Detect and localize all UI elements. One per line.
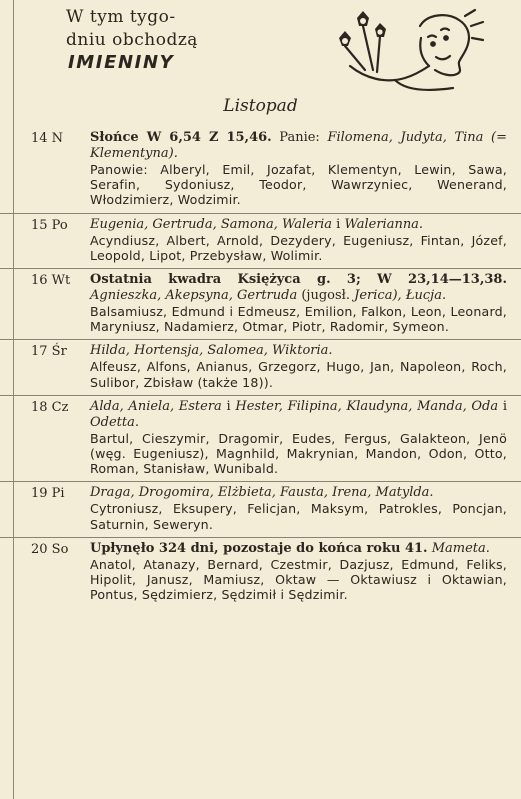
female-names: Agnieszka, Akepsyna, Gertruda — [90, 288, 298, 304]
male-names: Acyndiusz, Albert, Arnold, Dezydery, Eugeniusz, Fintan, Józef, Leopold, Lipot, Przebysław, Wolimir. — [90, 232, 507, 263]
conjunction: i — [336, 216, 341, 232]
header-title-line-1: W tym tygo- — [66, 7, 176, 27]
day-entry-18 — [0, 395, 521, 482]
month-heading: Listopad — [223, 96, 298, 116]
day-entry-16 — [0, 268, 521, 339]
conjunction: i — [226, 398, 231, 414]
female-names: Mameta. — [431, 540, 490, 556]
day-entry-17 — [0, 339, 521, 394]
day-header-line — [90, 343, 507, 359]
female-names: Draga, Drogomira, Elżbieta, Fausta, Irena, Matylda. — [90, 485, 434, 501]
male-names: Anatol, Atanazy, Bernard, Czestmir, Dazjusz, Edmund, Feliks, Hipolit, Janusz, Mamiusz, Oktaw — Oktawiusz i Oktawian, Pontus, Sędzimierz, Sędzimił i Sędzimir. — [90, 556, 507, 603]
day-header-line — [90, 217, 507, 233]
day-header-line — [90, 272, 507, 304]
female-names-cont: Hester, Filipina, Klaudyna, Manda, Oda — [235, 398, 499, 414]
female-names-cont: Walerianna. — [344, 216, 424, 232]
astronomy-note: Słońce W 6,54 Z 15,46. — [90, 130, 272, 145]
female-names: Hilda, Hortensja, Salomea, Wiktoria. — [90, 343, 333, 359]
header — [0, 0, 521, 125]
male-names: Balsamiusz, Edmund i Edmeusz, Emilion, Falkon, Leon, Leonard, Maryniusz, Nadamierz, Otmar, Piotr, Radomir, Symeon. — [90, 304, 507, 335]
conjunction-2: i — [502, 398, 507, 414]
astronomy-note: Ostatnia kwadra Księżyca g. 3; W 23,14—13,38. — [90, 272, 507, 288]
male-names: Cytroniusz, Eksupery, Felicjan, Maksym, Patrokles, Poncjan, Saturnin, Seweryn. — [90, 501, 507, 532]
header-title-line-2: dniu obchodzą — [66, 30, 198, 50]
male-names: Panowie: Alberyl, Emil, Jozafat, Klementyn, Lewin, Sawa, Serafin, Sydoniusz, Teodor, Wawrzyniec, Wenerand, Włodzimierz, Wodzimir. — [90, 162, 507, 208]
day-label: 17 Śr — [31, 344, 67, 360]
day-entry-14 — [0, 127, 521, 213]
day-header-line — [90, 541, 507, 557]
female-names-end: Odetta. — [90, 414, 140, 430]
female-names: Alda, Aniela, Estera — [90, 398, 222, 414]
language-note: (jugosł. — [301, 288, 351, 304]
day-label: 15 Po — [31, 217, 68, 233]
header-title-imieniny: IMIENINY — [68, 52, 175, 73]
female-names-note: (= Klementyna). — [90, 130, 507, 161]
female-names: Eugenia, Gertruda, Samona, Waleria — [90, 216, 333, 232]
female-names-cont: Łucja. — [405, 288, 447, 304]
female-names-variant: Jerica), — [354, 288, 402, 304]
day-label: 14 N — [31, 131, 64, 146]
day-entry-15 — [0, 213, 521, 268]
day-header-line — [90, 399, 507, 431]
day-label: 18 Cz — [31, 399, 69, 415]
day-entry-19 — [0, 481, 521, 536]
day-entry-20 — [0, 537, 521, 608]
day-header-line — [90, 130, 507, 162]
male-names: Bartul, Cieszymir, Dragomir, Eudes, Fergus, Galakteon, Jenö (węg. Eugeniusz), Magnhild, Makrynian, Mandon, Odon, Otto, Roman, Stanisław, Wunibald. — [90, 430, 507, 477]
day-header-line — [90, 485, 507, 501]
ladies-label: Panie: — [279, 130, 320, 145]
day-label: 16 Wt — [31, 273, 71, 289]
day-entries — [0, 127, 521, 607]
male-names: Alfeusz, Alfons, Anianus, Grzegorz, Hugo, Jan, Napoleon, Roch, Sulibor, Zbisław (także 18)). — [90, 359, 507, 390]
flowers-and-face-illustration — [325, 8, 485, 94]
day-label: 19 Pi — [31, 486, 65, 502]
female-names: Filomena, Judyta, Tina — [327, 130, 484, 145]
day-label: 20 So — [31, 541, 69, 557]
year-progress-note: Upłynęło 324 dni, pozostaje do końca roku 41. — [90, 540, 428, 556]
